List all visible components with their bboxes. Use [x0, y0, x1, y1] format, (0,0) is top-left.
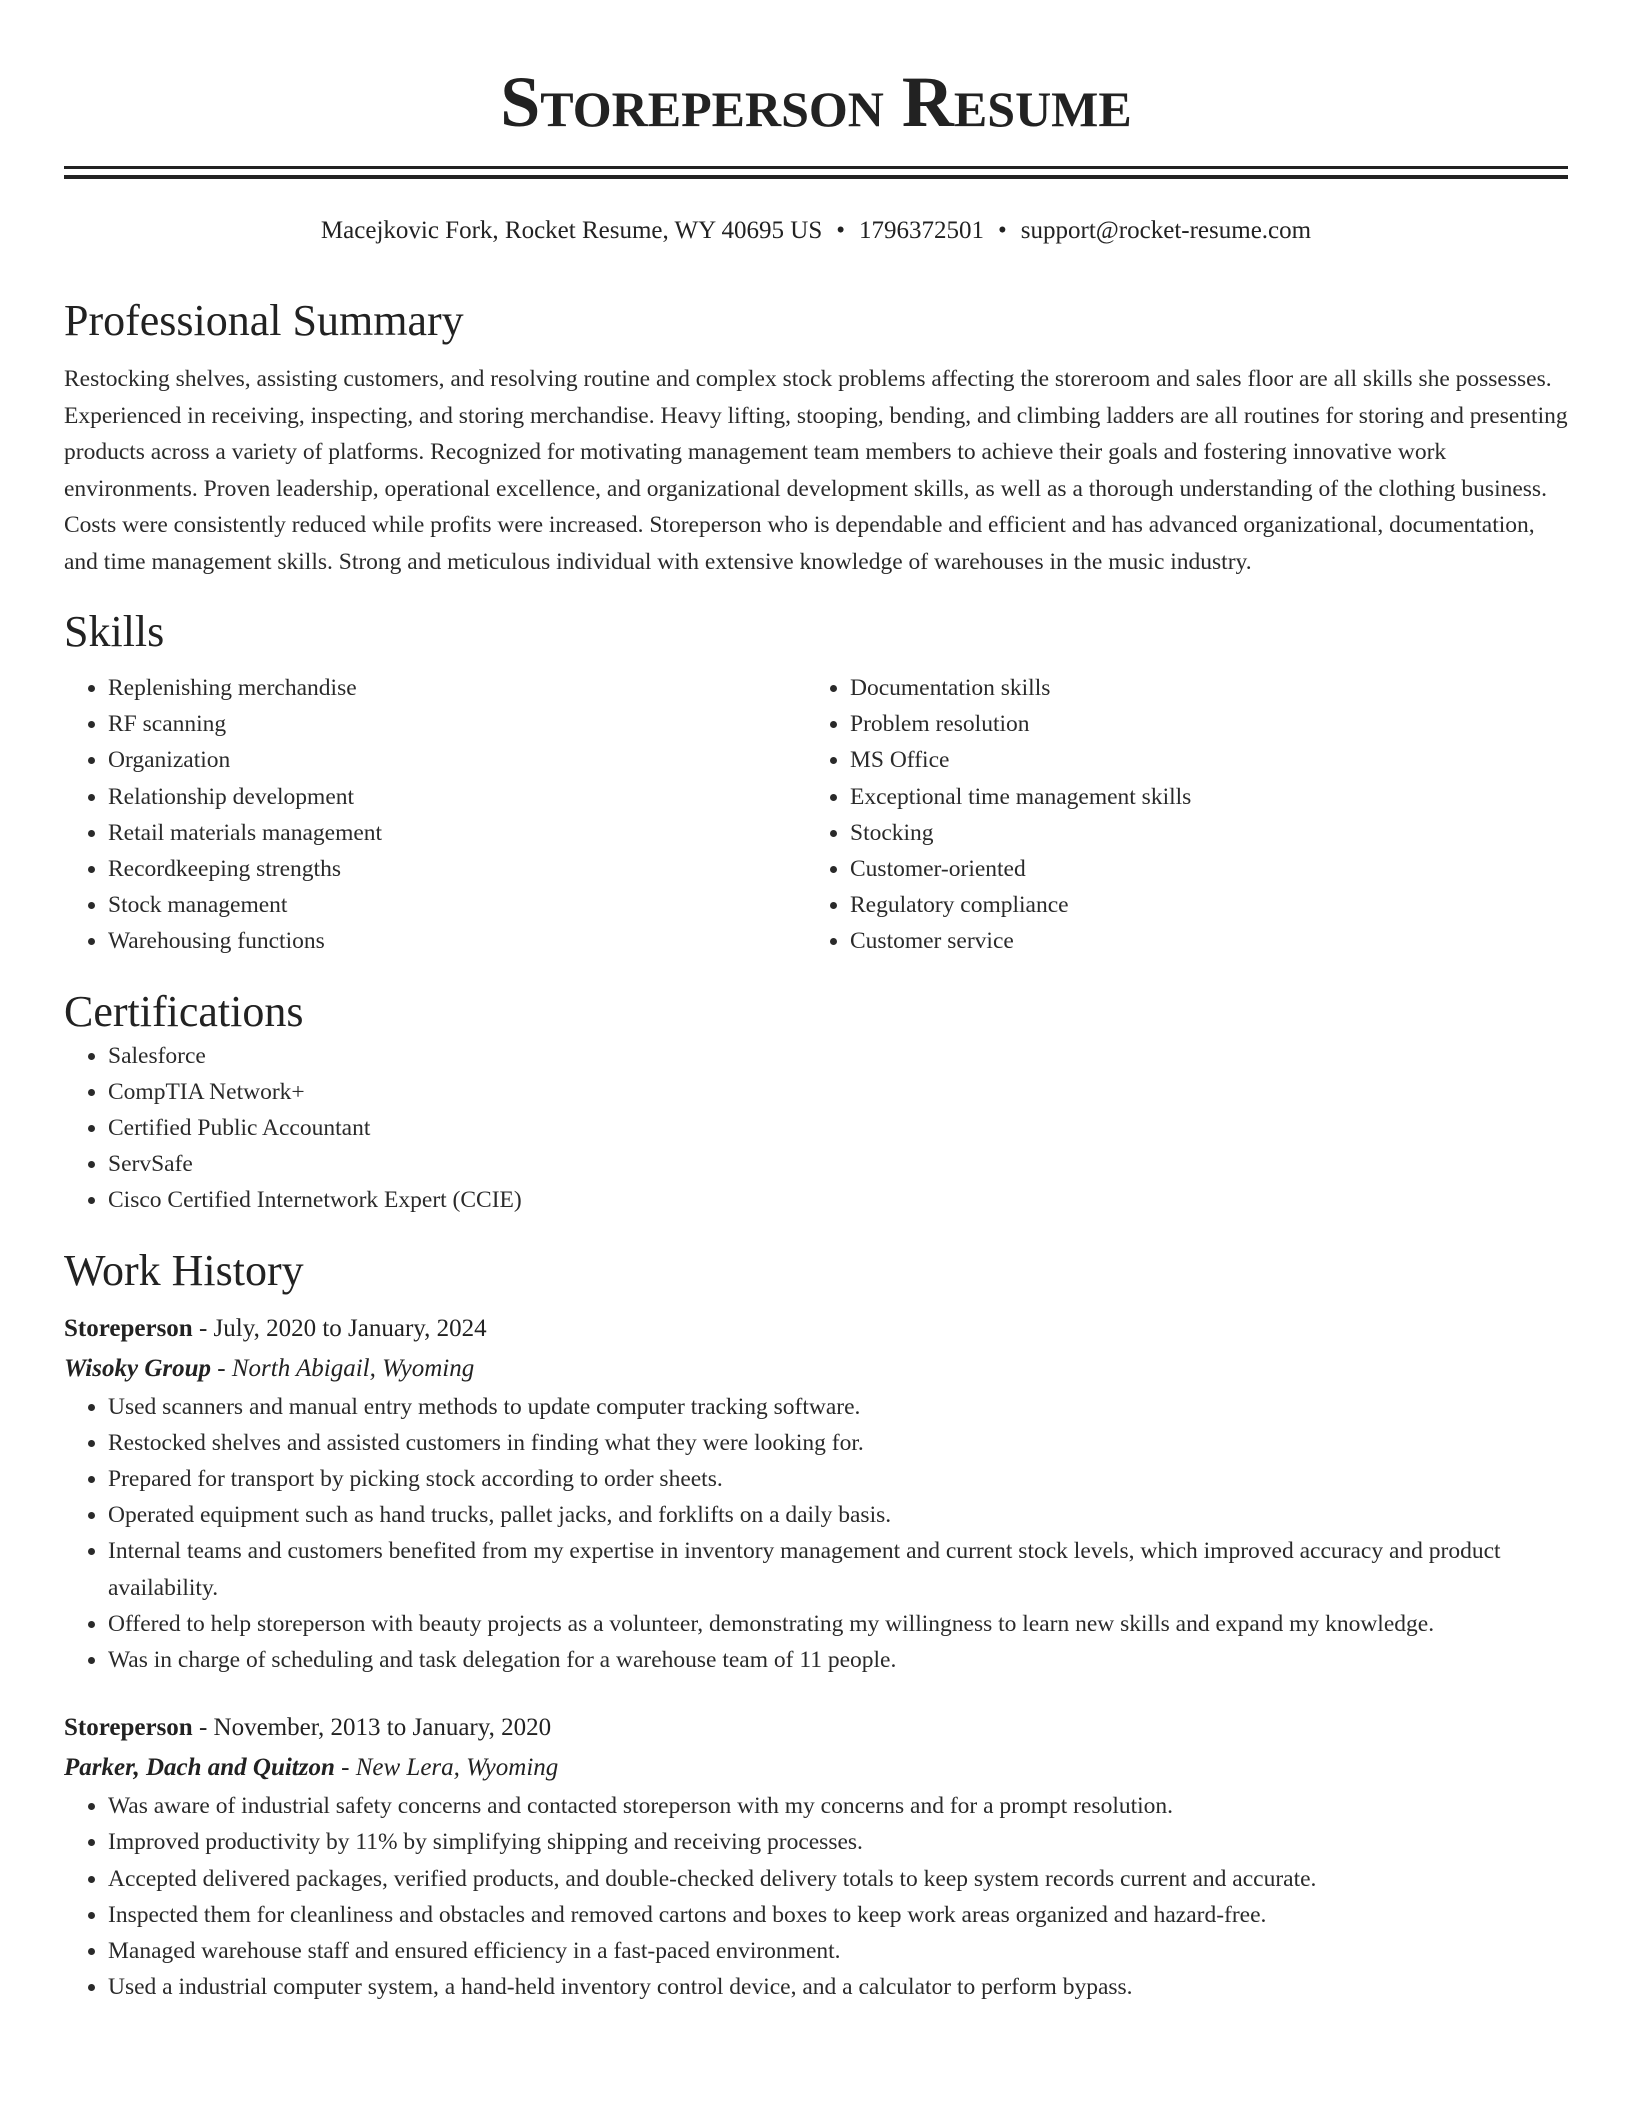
job-duty-item: • Used scanners and manual entry methods to update computer tracking software.	[108, 1389, 1568, 1425]
job-title: Storeperson	[64, 1314, 193, 1342]
resume-title: Storeperson Resume	[500, 62, 1132, 142]
skill-item: • Stocking	[850, 815, 1548, 851]
job-duty-item: • Inspected them for cleanliness and obstacles and removed cartons and boxes to keep work areas organized and hazard-free.	[108, 1897, 1568, 1933]
skill-item: • Documentation skills	[850, 670, 1548, 706]
job-duty-item: • Used a industrial computer system, a hand-held inventory control device, and a calculator to perform bypass.	[108, 1969, 1568, 2005]
job-duty-item: • Offered to help storeperson with beauty projects as a volunteer, demonstrating my willingness to learn new skills and expand my knowledge.	[108, 1606, 1568, 1642]
skill-item: • Regulatory compliance	[850, 887, 1548, 923]
job-duty-item: • Internal teams and customers benefited from my expertise in inventory management and current stock levels, which improved accuracy and product availability.	[108, 1533, 1568, 1605]
skill-item: • Replenishing merchandise	[108, 670, 806, 706]
job-dates: - July, 2020 to January, 2024	[192, 1314, 487, 1342]
job-duty-item: • Restocked shelves and assisted customers in finding what they were looking for.	[108, 1425, 1568, 1461]
skills-heading: Skills	[64, 607, 165, 656]
certification-item: • Certified Public Accountant	[108, 1110, 1568, 1146]
skills-list-right	[806, 670, 1548, 960]
certifications-heading: Certifications	[64, 986, 304, 1036]
certification-item: • ServSafe	[108, 1146, 1568, 1182]
skill-item: • MS Office	[850, 742, 1548, 778]
job-duties-list	[64, 1788, 1568, 2005]
skills-list-left	[64, 670, 806, 960]
certifications-list	[64, 1038, 1568, 1219]
job-duty-item: • Operated equipment such as hand trucks, pallet jacks, and forklifts on a daily basis.	[108, 1497, 1568, 1533]
contact-email: support@rocket-resume.com	[1020, 217, 1312, 244]
contact-address: Macejkovic Fork, Rocket Resume, WY 40695 US	[320, 217, 823, 244]
work-history-heading: Work History	[64, 1245, 304, 1295]
job-duties-list	[64, 1389, 1568, 1679]
title-rule-bottom	[64, 175, 1568, 179]
job-duty-item: • Improved productivity by 11% by simplifying shipping and receiving processes.	[108, 1824, 1568, 1860]
job-duty-item: • Was aware of industrial safety concerns and contacted storeperson with my concerns and for a prompt resolution.	[108, 1788, 1568, 1824]
skill-item: • Customer-oriented	[850, 851, 1548, 887]
resume-page	[64, 0, 1568, 2005]
job-duty-item: • Managed warehouse staff and ensured efficiency in a fast-paced environment.	[108, 1933, 1568, 1969]
job-company-line	[64, 1748, 1568, 1788]
job-location: - New Lera, Wyoming	[334, 1754, 559, 1782]
job-dates: - November, 2013 to January, 2020	[192, 1714, 552, 1742]
job-duty-item: • Accepted delivered packages, verified products, and double-checked delivery totals to keep system records current and accurate.	[108, 1861, 1568, 1897]
contact-line	[64, 215, 1568, 247]
job-duty-item: • Was in charge of scheduling and task delegation for a warehouse team of 11 people.	[108, 1642, 1568, 1678]
certification-item: • Cisco Certified Internetwork Expert (CCIE)	[108, 1182, 1568, 1218]
certification-item: • Salesforce	[108, 1038, 1568, 1074]
skill-item: • Exceptional time management skills	[850, 779, 1548, 815]
skill-item: • Warehousing functions	[108, 923, 806, 959]
job-company-line	[64, 1349, 1568, 1389]
skill-item: • Relationship development	[108, 779, 806, 815]
job-duty-item: • Prepared for transport by picking stock according to order sheets.	[108, 1461, 1568, 1497]
skills-column-right	[806, 670, 1548, 960]
contact-separator: •	[998, 217, 1007, 244]
job-entry	[64, 1708, 1568, 2005]
skill-item: • Customer service	[850, 923, 1548, 959]
skill-item: • RF scanning	[108, 706, 806, 742]
job-entry	[64, 1309, 1568, 1679]
job-title-line	[64, 1309, 1568, 1349]
contact-phone: 1796372501	[859, 217, 985, 244]
skills-grid	[64, 670, 1568, 960]
job-title-line	[64, 1708, 1568, 1748]
certification-item: • CompTIA Network+	[108, 1074, 1568, 1110]
skill-item: • Problem resolution	[850, 706, 1548, 742]
skills-column-left	[64, 670, 806, 960]
summary-text: Restocking shelves, assisting customers, and resolving routine and complex stock problems affecting the storeroom and sales floor are all skills she possesses. Experienced in receiving, inspecting, and storing merchandise. Heavy lifting, stooping, bending, and climbing ladders are all routines for storing and presenting products across a variety of platforms. Recognized for motivating management team members to achieve their goals and fostering innovative work environments. Proven leadership, operational excellence, and organizational development skills, as well as a thorough understanding of the clothing business. Costs were consistently reduced while profits were increased. Storeperson who is dependable and efficient and has advanced organizational, documentation, and time management skills. Strong and meticulous individual with extensive knowledge of warehouses in the music industry.	[64, 366, 1568, 575]
skill-item: • Recordkeeping strengths	[108, 851, 806, 887]
skill-item: • Organization	[108, 742, 806, 778]
skill-item: • Stock management	[108, 887, 806, 923]
summary-heading: Professional Summary	[64, 296, 464, 345]
contact-separator: •	[836, 217, 846, 244]
skill-item: • Retail materials management	[108, 815, 806, 851]
title-rule-top	[64, 166, 1568, 169]
job-company: Parker, Dach and Quitzon	[64, 1754, 335, 1782]
job-location: - North Abigail, Wyoming	[211, 1354, 475, 1382]
job-company: Wisoky Group	[64, 1354, 212, 1382]
job-title: Storeperson	[64, 1714, 193, 1742]
